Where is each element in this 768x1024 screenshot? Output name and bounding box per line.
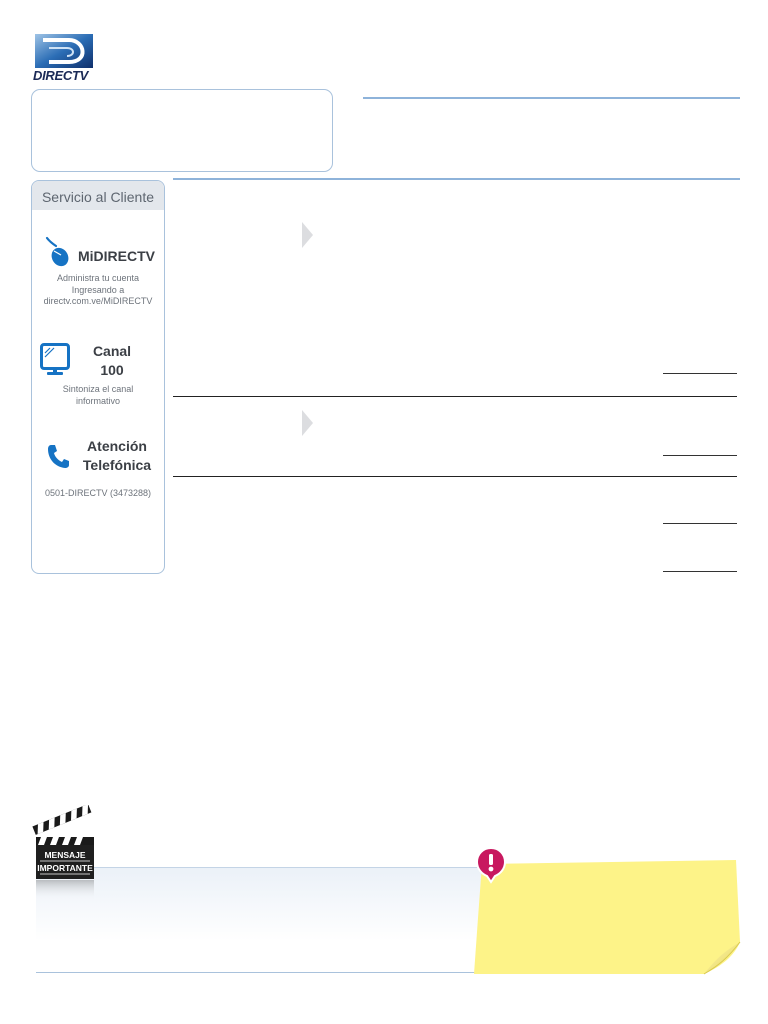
directv-logo — [33, 34, 95, 86]
midirectv-line-2: Ingresando a — [71, 284, 125, 295]
clapperboard-icon — [28, 805, 100, 901]
chevron-right-icon — [302, 410, 313, 436]
phone-icon — [46, 443, 70, 469]
amount-rule — [663, 455, 737, 456]
atencion-title-line-2: Telefónica — [82, 457, 152, 473]
atencion-title — [76, 437, 158, 475]
directv-logo-icon — [35, 34, 93, 68]
canal-line-1: Sintoniza el canal — [62, 384, 134, 394]
section-divider — [173, 396, 737, 397]
message-panel — [36, 867, 486, 973]
amount-rule — [663, 373, 737, 374]
midirectv-title: MiDIRECTV — [78, 248, 155, 264]
chevron-right-icon — [302, 222, 313, 248]
midirectv-line-1: Administra tu cuenta — [56, 273, 140, 283]
mouse-icon — [44, 236, 70, 268]
canal-title-line-1: Canal — [92, 343, 132, 359]
monitor-icon — [40, 343, 70, 377]
exclamation-icon — [474, 846, 508, 884]
section-rule — [173, 178, 740, 180]
header-rule — [363, 97, 740, 99]
midirectv-url[interactable]: directv.com.ve/MiDIRECTV — [43, 296, 153, 306]
directv-logo-text: DIRECTV — [33, 68, 88, 83]
sticky-note — [472, 858, 744, 976]
address-box — [31, 89, 333, 172]
phone-number[interactable]: 0501-DIRECTV (3473288) — [44, 488, 152, 498]
atencion-title-line-1: Atención — [87, 438, 147, 454]
canal-description — [52, 384, 144, 407]
customer-service-header: Servicio al Cliente — [32, 181, 164, 210]
clapper-text-line-2: IMPORTANTE — [37, 863, 93, 873]
canal-title — [76, 342, 148, 380]
canal-line-2: informativo — [75, 395, 120, 406]
canal-title-line-2: 100 — [100, 362, 124, 378]
customer-service-panel — [31, 180, 165, 574]
amount-rule — [663, 571, 737, 572]
clapper-text-line-1: MENSAJE — [44, 850, 86, 860]
midirectv-description — [40, 273, 156, 308]
amount-rule — [663, 523, 737, 524]
section-divider — [173, 476, 737, 477]
